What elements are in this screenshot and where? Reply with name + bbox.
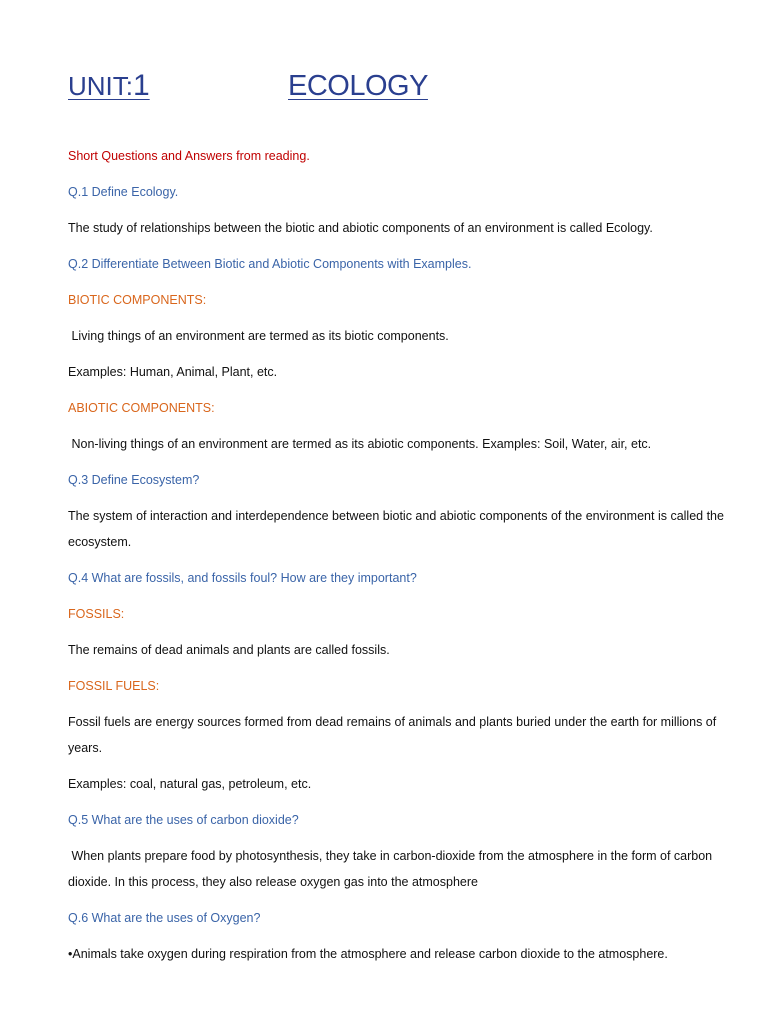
answer-6-bullet: •Animals take oxygen during respiration from the atmosphere and release carbon dioxide to the atmosphere. [68, 947, 668, 961]
answer-5: When plants prepare food by photosynthesis, they take in carbon-dioxide from the atmosphere in the form of carbon dioxide. In this process, they also release oxygen gas into the atmosphere [68, 849, 716, 889]
answer-3: The system of interaction and interdependence between biotic and abiotic components of the environment is called the ecosystem. [68, 509, 724, 549]
document-body [68, 143, 728, 977]
fossils-heading: FOSSILS: [68, 607, 125, 621]
unit-title [68, 68, 150, 104]
fossil-fuels-definition: Fossil fuels are energy sources formed from dead remains of animals and plants buried under the earth for millions of years. [68, 715, 717, 755]
biotic-examples: Examples: Human, Animal, Plant, etc. [68, 365, 278, 379]
fossils-definition: The remains of dead animals and plants are called fossils. [68, 643, 390, 657]
question-2: Q.2 Differentiate Between Biotic and Abiotic Components with Examples. [68, 257, 472, 271]
question-6: Q.6 What are the uses of Oxygen? [68, 911, 261, 925]
page-title: ECOLOGY [288, 70, 428, 102]
abiotic-heading: ABIOTIC COMPONENTS: [68, 401, 215, 415]
title-row [68, 68, 708, 108]
question-1: Q.1 Define Ecology. [68, 185, 179, 199]
fossil-fuels-examples: Examples: coal, natural gas, petroleum, etc. [68, 777, 312, 791]
intro-text: Short Questions and Answers from reading. [68, 149, 310, 163]
question-3: Q.3 Define Ecosystem? [68, 473, 200, 487]
question-5: Q.5 What are the uses of carbon dioxide? [68, 813, 299, 827]
unit-number: 1 [133, 69, 150, 102]
fossil-fuels-heading: FOSSIL FUELS: [68, 679, 160, 693]
unit-label: UNIT: [68, 71, 133, 101]
biotic-definition: Living things of an environment are termed as its biotic components. [68, 329, 449, 343]
question-4: Q.4 What are fossils, and fossils foul? How are they important? [68, 571, 417, 585]
answer-1: The study of relationships between the biotic and abiotic components of an environment is called Ecology. [68, 221, 653, 235]
biotic-heading: BIOTIC COMPONENTS: [68, 293, 207, 307]
abiotic-definition: Non-living things of an environment are termed as its abiotic components. Examples: Soil, Water, air, etc. [68, 437, 652, 451]
